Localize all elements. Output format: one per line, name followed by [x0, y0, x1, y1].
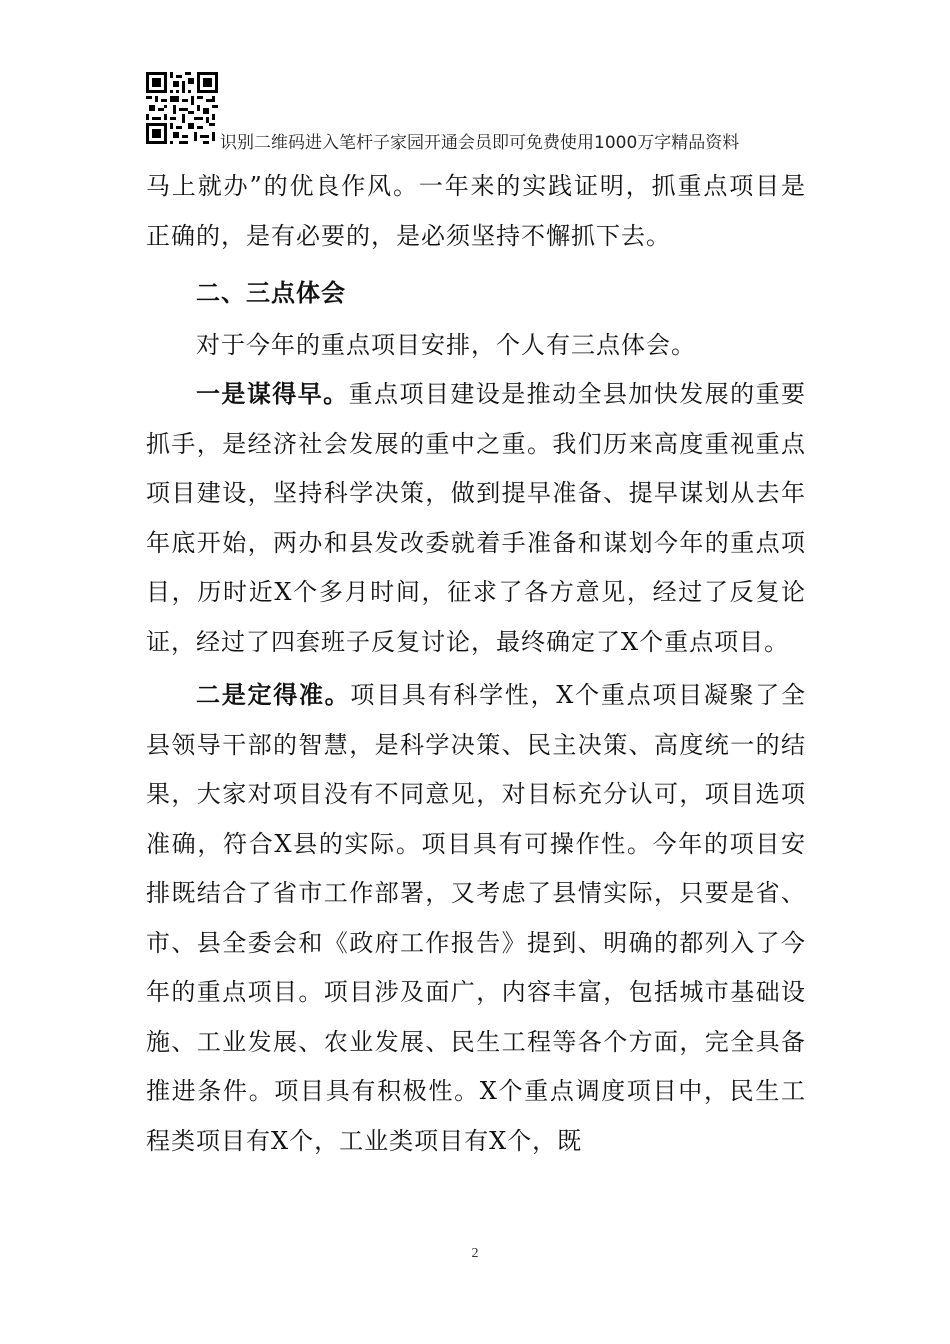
- page-number: 2: [471, 1246, 479, 1261]
- paragraph-point-one: [146, 370, 806, 667]
- paragraph-continuation: 马上就办”的优良作风。一年来的实践证明，抓重点项目是正确的，是有必要的，是必须坚持不懈抓下去。: [146, 172, 806, 250]
- paragraph-intro: 对于今年的重点项目安排，个人有三点体会。: [196, 330, 696, 359]
- qr-banner-text: 识别二维码进入笔杆子家园开通会员即可免费使用1000万字精品资料: [220, 133, 740, 153]
- paragraph-point-two: [146, 671, 806, 1166]
- point-one-body: 重点项目建设是推动全县加快发展的重要抓手，是经济社会发展的重中之重。我们历来高度重视重点项目建设，坚持科学决策，做到提早准备、提早谋划从去年年底开始，两办和县发改委就着手准备和谋划今年的重点项目，历时近X个多月时间，征求了各方意见，经过了反复论证，经过了四套班子反复讨论，最终确定了X个重点项目。: [146, 380, 806, 656]
- section-heading: 二、三点体会: [196, 279, 346, 307]
- point-two-body: 项目具有科学性，X个重点项目凝聚了全县领导干部的智慧，是科学决策、民主决策、高度统一的结果，大家对项目没有不同意见，对目标充分认可，项目选项准确，符合X县的实际。项目具有可操作性。今年的项目安排既结合了省市工作部署，又考虑了县情实际，只要是省、市、县全委会和《政府工作报告》提到、明确的都列入了今年的重点项目。项目涉及面广，内容丰富，包括城市基础设施、工业发展、农业发展、民生工程等各个方面，完全具备推进条件。项目具有积极性。X个重点调度项目中，民生工程类项目有X个，工业类项目有X个，既: [146, 681, 807, 1155]
- point-one-lead: 一是谋得早。: [196, 380, 349, 408]
- point-two-lead: 二是定得准。: [196, 681, 351, 709]
- document-body: [146, 162, 806, 1166]
- qr-code-icon: [146, 72, 218, 144]
